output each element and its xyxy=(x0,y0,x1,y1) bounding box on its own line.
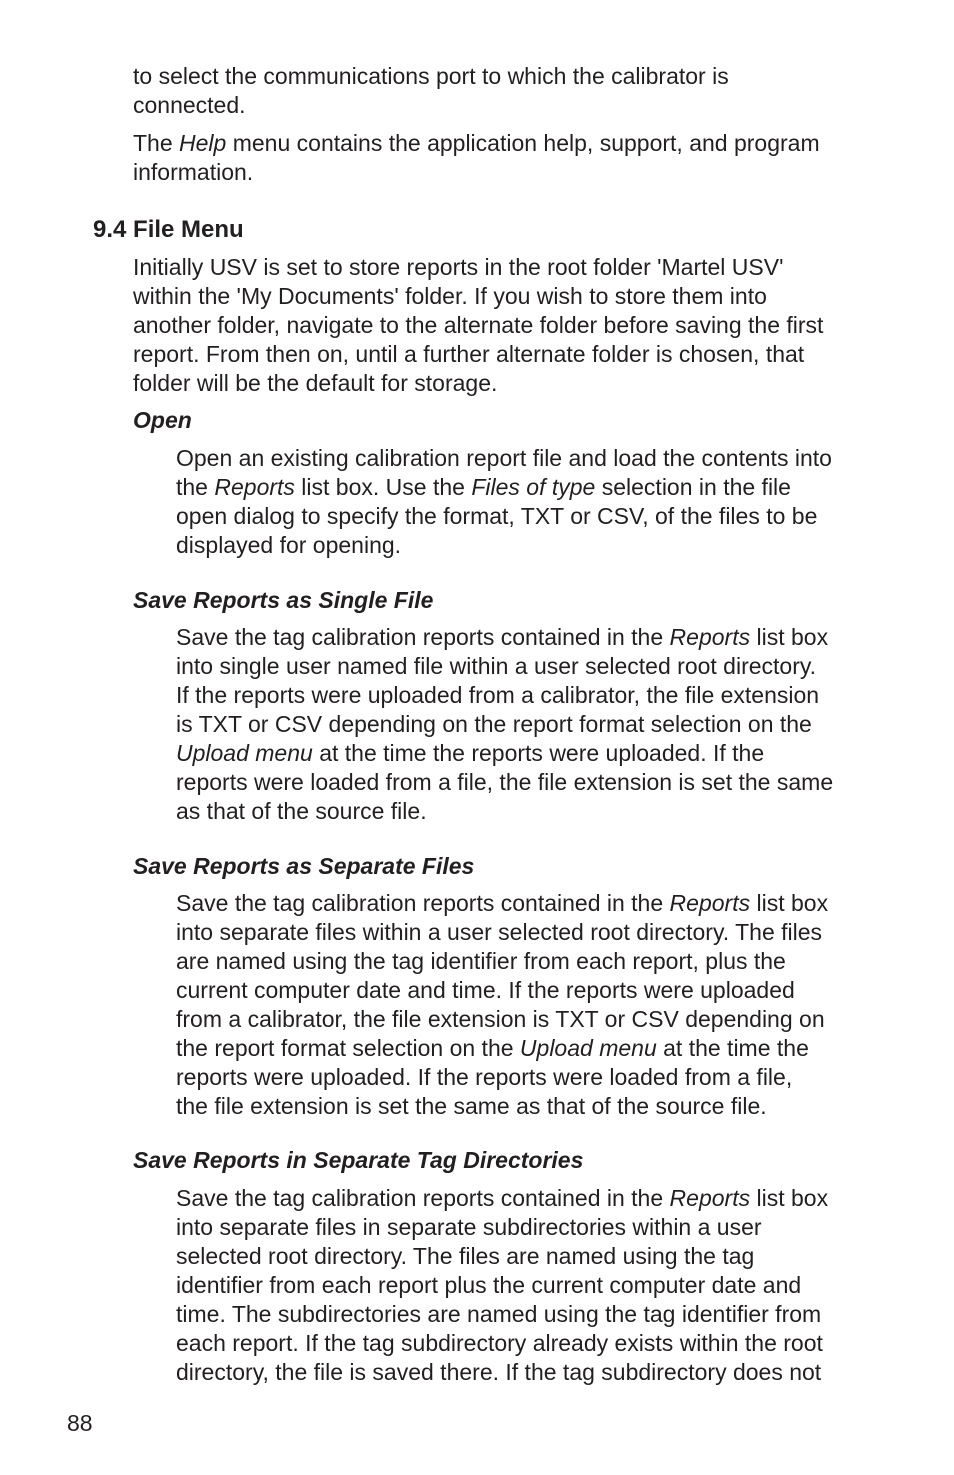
text-line: folder will be the default for storage. xyxy=(133,370,498,396)
page-number: 88 xyxy=(67,1410,93,1436)
text-run: Save the tag calibration reports contained in the xyxy=(176,1185,670,1211)
intro-paragraph-2 xyxy=(133,129,820,187)
text-line xyxy=(176,1184,828,1213)
tag-directories-subheading: Save Reports in Separate Tag Directories xyxy=(133,1147,584,1173)
text-line: open dialog to specify the format, TXT or CSV, of the files to be xyxy=(176,503,818,529)
text-line xyxy=(133,129,820,158)
text-line: each report. If the tag subdirectory already exists within the root xyxy=(176,1330,823,1356)
text-line: is TXT or CSV depending on the report format selection on the xyxy=(176,711,812,737)
text-line: displayed for opening. xyxy=(176,532,402,558)
text-line: another folder, navigate to the alternate folder before saving the first xyxy=(133,312,824,338)
text-line: report. From then on, until a further alternate folder is chosen, that xyxy=(133,341,805,367)
text-line xyxy=(176,473,832,502)
text-run: the report format selection on the xyxy=(176,1035,520,1061)
upload-menu-reference: Upload menu xyxy=(519,1035,657,1061)
text-run: selection in the file xyxy=(595,474,791,500)
text-line xyxy=(176,1034,828,1063)
text-run: The xyxy=(133,130,180,156)
help-menu-reference: Help xyxy=(179,130,227,156)
text-run: Save the tag calibration reports contained in the xyxy=(176,890,670,916)
text-run: list box. Use the xyxy=(294,474,472,500)
text-line: into separate files within a user selected root directory. The files xyxy=(176,919,823,945)
text-line: directory, the file is saved there. If the tag subdirectory does not xyxy=(176,1359,822,1385)
text-line: within the 'My Documents' folder. If you wish to store them into xyxy=(133,283,767,309)
text-line: are named using the tag identifier from each report, plus the xyxy=(176,948,786,974)
text-line: the file extension is set the same as that of the source file. xyxy=(176,1093,767,1119)
files-of-type-reference: Files of type xyxy=(471,474,596,500)
text-line: information. xyxy=(133,159,254,185)
text-run: list box xyxy=(750,624,829,650)
text-line: from a calibrator, the file extension is TXT or CSV depending on xyxy=(176,1006,825,1032)
text-line: time. The subdirectories are named using the tag identifier from xyxy=(176,1301,822,1327)
tag-directories-description xyxy=(176,1184,828,1387)
text-line: as that of the source file. xyxy=(176,798,427,824)
separate-files-subheading: Save Reports as Separate Files xyxy=(133,853,475,879)
text-line xyxy=(176,889,828,918)
text-run: at the time the reports were uploaded. If the xyxy=(312,740,765,766)
text-run: menu contains the application help, support, and program xyxy=(226,130,820,156)
text-run: list box xyxy=(750,1185,829,1211)
text-line: current computer date and time. If the reports were uploaded xyxy=(176,977,795,1003)
separate-files-description xyxy=(176,889,828,1121)
text-line xyxy=(176,623,833,652)
text-run: the xyxy=(176,474,215,500)
reports-reference: Reports xyxy=(669,1185,751,1211)
text-line: Initially USV is set to store reports in the root folder 'Martel USV' xyxy=(133,254,784,280)
text-line: reports were loaded from a file, the file extension is set the same xyxy=(176,769,834,795)
intro-paragraph-1 xyxy=(133,62,729,120)
text-line xyxy=(176,739,833,768)
text-run: list box xyxy=(750,890,829,916)
text-line: connected. xyxy=(133,92,246,118)
open-subheading: Open xyxy=(133,407,192,433)
open-description xyxy=(176,444,832,560)
reports-reference: Reports xyxy=(214,474,295,500)
text-run: Save the tag calibration reports contained in the xyxy=(176,624,670,650)
text-run: at the time the xyxy=(656,1035,809,1061)
reports-reference: Reports xyxy=(669,890,751,916)
text-line: reports were uploaded. If the reports were loaded from a file, xyxy=(176,1064,793,1090)
text-line: If the reports were uploaded from a calibrator, the file extension xyxy=(176,682,820,708)
upload-menu-reference: Upload menu xyxy=(176,740,313,766)
text-line: selected root directory. The files are named using the tag xyxy=(176,1243,755,1269)
single-file-description xyxy=(176,623,833,826)
single-file-subheading: Save Reports as Single File xyxy=(133,587,434,613)
reports-reference: Reports xyxy=(669,624,751,650)
section-heading: 9.4 File Menu xyxy=(93,216,244,243)
text-line: Open an existing calibration report file and load the contents into xyxy=(176,445,832,471)
text-line: into single user named file within a user selected root directory. xyxy=(176,653,817,679)
file-menu-intro-paragraph xyxy=(133,253,823,398)
text-line: into separate files in separate subdirectories within a user xyxy=(176,1214,762,1240)
text-line: to select the communications port to which the calibrator is xyxy=(133,63,729,89)
text-line: identifier from each report plus the current computer date and xyxy=(176,1272,802,1298)
